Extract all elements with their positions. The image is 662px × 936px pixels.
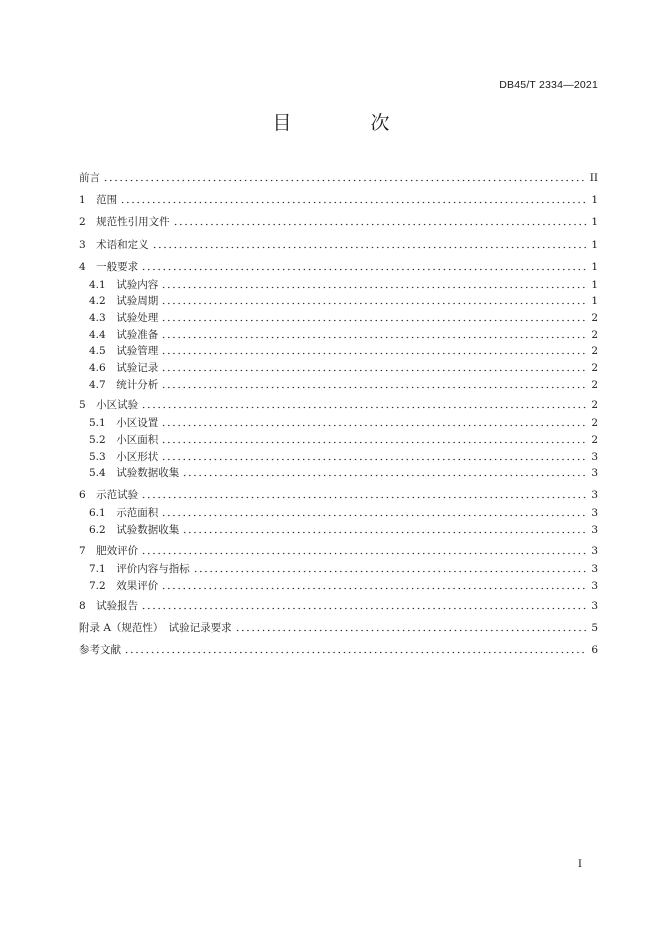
toc-dot-leader	[141, 543, 587, 560]
toc-entry-label: 2 规范性引用文件	[79, 216, 170, 228]
toc-entry-label: 8 试验报告	[79, 600, 139, 612]
toc-entry-page: 3	[591, 545, 598, 557]
toc-entry[interactable]	[79, 327, 598, 344]
toc-entry-label: 5 小区试验	[79, 399, 139, 411]
toc-entry[interactable]	[79, 432, 598, 449]
toc-dot-leader	[161, 310, 587, 327]
toc-entry-page: 2	[591, 434, 598, 446]
toc-entry[interactable]	[79, 505, 598, 522]
toc-entry-page: 3	[591, 451, 598, 463]
toc-entry-page: 2	[591, 345, 598, 357]
toc-entry[interactable]	[79, 397, 598, 414]
toc-entry-label: 4.2 试验周期	[89, 295, 159, 307]
toc-entry-page: 1	[591, 216, 598, 228]
toc-entry-page: 2	[591, 399, 598, 411]
page-number: I	[577, 858, 582, 870]
toc-dot-leader	[161, 277, 587, 294]
toc-entry-page: 3	[591, 507, 598, 519]
toc-entry-label: 4.3 试验处理	[89, 312, 159, 324]
toc-dot-leader	[161, 327, 587, 344]
toc-entry-page: 2	[591, 362, 598, 374]
toc-dot-leader	[182, 465, 587, 482]
toc-entry[interactable]	[79, 377, 598, 394]
toc-entry-page: 3	[591, 489, 598, 501]
toc-dot-leader	[161, 578, 587, 595]
document-code: DB45/T 2334—2021	[499, 79, 598, 91]
toc-dot-leader	[152, 237, 587, 254]
toc-dot-leader	[161, 505, 587, 522]
toc-entry[interactable]	[79, 214, 598, 231]
toc-entry-page: 1	[591, 194, 598, 206]
toc-entry[interactable]	[79, 561, 598, 578]
toc-entry-page: 3	[591, 580, 598, 592]
toc-entry-label: 4.7 统计分析	[89, 379, 159, 391]
toc-entry-label: 4.5 试验管理	[89, 345, 159, 357]
toc-entry-page: 2	[591, 379, 598, 391]
toc-entry-page: 2	[591, 312, 598, 324]
toc-entry[interactable]	[79, 449, 598, 466]
toc-entry-label: 附录 A（规范性） 试验记录要求	[79, 622, 232, 634]
toc-entry-label: 3 术语和定义	[79, 239, 149, 251]
toc-entry-page: 3	[591, 600, 598, 612]
toc-dot-leader	[235, 620, 587, 637]
toc-dot-leader	[161, 415, 587, 432]
toc-entry-label: 前言	[79, 172, 100, 184]
toc-entry-label: 4.4 试验准备	[89, 329, 159, 341]
toc-dot-leader	[161, 377, 587, 394]
toc-entry-label: 5.1 小区设置	[89, 417, 159, 429]
toc-entry-label: 5.2 小区面积	[89, 434, 159, 446]
toc-entry[interactable]	[79, 192, 598, 209]
toc-entry-label: 参考文献	[79, 644, 121, 656]
toc-entry[interactable]	[79, 277, 598, 294]
toc-entry-label: 7.2 效果评价	[89, 580, 159, 592]
toc-dot-leader	[161, 293, 587, 310]
toc-entry-page: 3	[591, 524, 598, 536]
toc-entry-label: 5.4 试验数据收集	[89, 467, 180, 479]
toc-entry-label: 4.6 试验记录	[89, 362, 159, 374]
toc-dot-leader	[193, 561, 587, 578]
toc-entry-label: 1 范围	[79, 194, 118, 206]
toc-dot-leader	[173, 214, 587, 231]
toc-entry[interactable]	[79, 310, 598, 327]
toc-entry-page: 5	[591, 622, 598, 634]
toc-entry-page: 6	[591, 644, 598, 656]
toc-entry[interactable]	[79, 598, 598, 615]
toc-dot-leader	[141, 487, 587, 504]
toc-entry[interactable]	[79, 170, 598, 187]
toc-entry-page: 2	[591, 417, 598, 429]
toc-entry-label: 5.3 小区形状	[89, 451, 159, 463]
toc-entry[interactable]	[79, 293, 598, 310]
toc-dot-leader	[141, 397, 587, 414]
toc-dot-leader	[161, 343, 587, 360]
toc-entry[interactable]	[79, 543, 598, 560]
toc-entry-page: 3	[591, 563, 598, 575]
toc-entry-page: 1	[591, 261, 598, 273]
toc-entry-label: 4 一般要求	[79, 261, 139, 273]
toc-entry-page: II	[589, 172, 598, 184]
toc-entry[interactable]	[79, 259, 598, 276]
page-title: 目 次	[272, 112, 420, 134]
toc-dot-leader	[141, 598, 587, 615]
toc-entry-page: 2	[591, 329, 598, 341]
toc-dot-leader	[103, 170, 587, 187]
toc-entry[interactable]	[79, 465, 598, 482]
toc-entry[interactable]	[79, 343, 598, 360]
toc-entry[interactable]	[79, 237, 598, 254]
toc-entry-label: 4.1 试验内容	[89, 279, 159, 291]
toc-entry-page: 1	[591, 295, 598, 307]
toc-entry[interactable]	[79, 522, 598, 539]
toc-entry-page: 1	[591, 239, 598, 251]
toc-dot-leader	[141, 259, 587, 276]
toc-entry-label: 6.1 示范面积	[89, 507, 159, 519]
toc-entry-page: 3	[591, 467, 598, 479]
toc-dot-leader	[161, 449, 587, 466]
toc-entry-label: 7 肥效评价	[79, 545, 139, 557]
toc-entry[interactable]	[79, 578, 598, 595]
toc-entry-label: 6.2 试验数据收集	[89, 524, 180, 536]
toc-entry[interactable]	[79, 620, 598, 637]
toc-entry[interactable]	[79, 415, 598, 432]
toc-entry[interactable]	[79, 487, 598, 504]
toc-dot-leader	[182, 522, 587, 539]
toc-entry[interactable]	[79, 360, 598, 377]
toc-dot-leader	[124, 642, 587, 659]
toc-entry-label: 7.1 评价内容与指标	[89, 563, 190, 575]
toc-dot-leader	[161, 360, 587, 377]
toc-entry-label: 6 示范试验	[79, 489, 139, 501]
toc-dot-leader	[161, 432, 587, 449]
toc-entry[interactable]	[79, 642, 598, 659]
toc-dot-leader	[120, 192, 587, 209]
toc-entry-page: 1	[591, 279, 598, 291]
